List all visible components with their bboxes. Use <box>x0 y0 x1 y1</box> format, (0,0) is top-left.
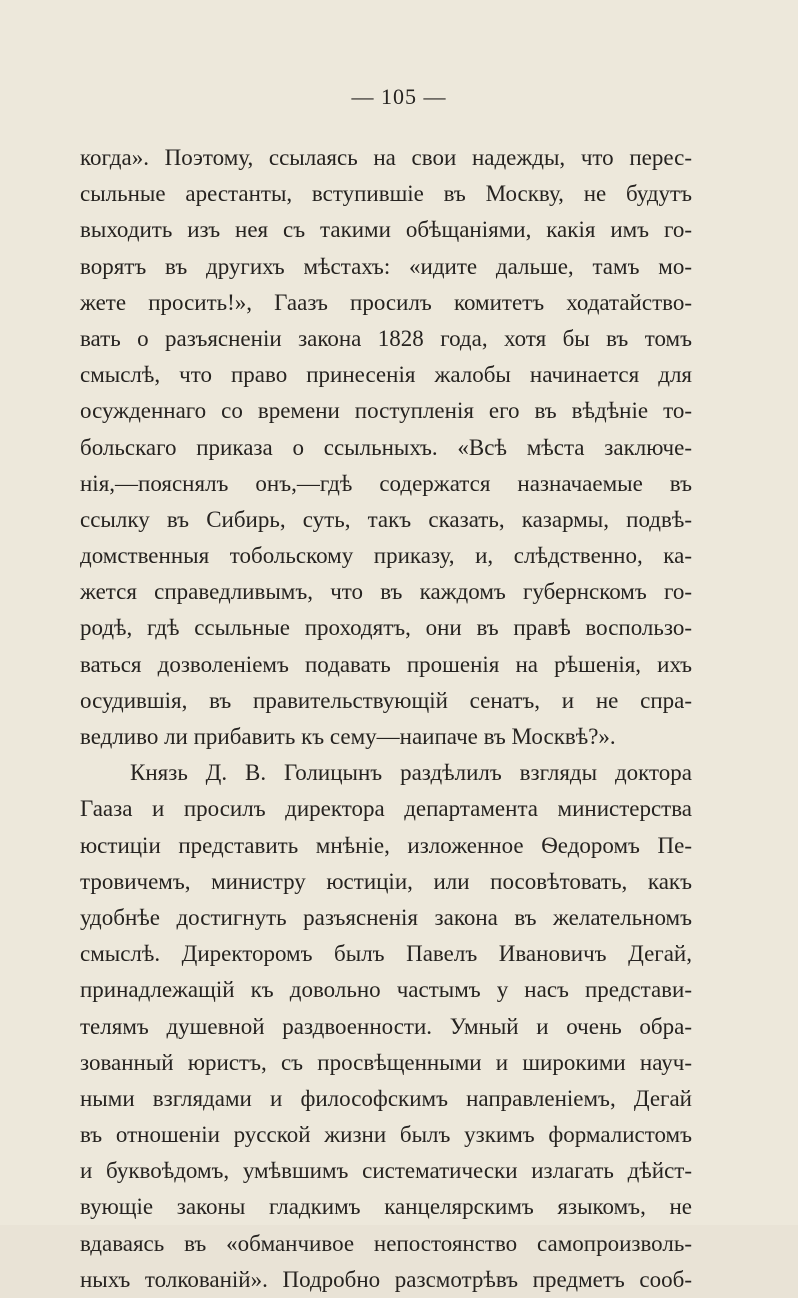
text-line: осужденнаго со времени поступленія его въ вѣдѣніе то- <box>80 398 692 424</box>
page-number: — 105 — <box>351 84 447 109</box>
text-line: жете просить!», Гаазъ просилъ комитетъ ходатайство- <box>80 289 692 315</box>
text-line: телямъ душевной раздвоенности. Умный и очень обра- <box>80 1013 692 1039</box>
text-line: и буквоѣдомъ, умѣвшимъ систематически излагать дѣйст- <box>80 1158 692 1184</box>
body-text <box>80 140 692 1298</box>
text-line: ведливо ли прибавить къ сему—наипаче въ Москвѣ?». <box>80 724 616 749</box>
text-line: родѣ, гдѣ ссыльные проходятъ, они въ правѣ воспользо- <box>80 615 692 641</box>
text-line: въ отношеніи русской жизни былъ узкимъ формалистомъ <box>80 1122 692 1148</box>
text-line: тровичемъ, министру юстиціи, или посовѣтовать, какъ <box>80 868 692 894</box>
text-line: ваться дозволеніемъ подавать прошенія на рѣшенія, ихъ <box>80 651 692 677</box>
text-line: принадлежащій къ довольно частымъ у насъ представи- <box>80 977 692 1003</box>
text-line: жется справедливымъ, что въ каждомъ губернскомъ го- <box>80 579 692 605</box>
text-line: удобнѣе достигнуть разъясненія закона въ желательномъ <box>80 904 692 930</box>
text-line: ворятъ въ другихъ мѣстахъ: «идите дальше, тамъ мо- <box>80 253 692 279</box>
text-line: вать о разъясненіи закона 1828 года, хотя бы въ томъ <box>80 325 692 351</box>
text-line: зованный юристъ, съ просвѣщенными и широкими науч- <box>80 1049 692 1075</box>
text-line: сыльные арестанты, вступившіе въ Москву, не будутъ <box>80 181 692 207</box>
text-line: вдаваясь въ «обманчивое непостоянство самопроизволь- <box>80 1230 692 1256</box>
text-line: Гааза и просилъ директора департамента министерства <box>80 796 692 822</box>
text-line: осудившія, въ правительствующій сенатъ, и не спра- <box>80 687 692 713</box>
text-line: больскаго приказа о ссыльныхъ. «Всѣ мѣста заключе- <box>80 434 692 460</box>
text-line: вующіе законы гладкимъ канцелярскимъ языкомъ, не <box>80 1194 692 1220</box>
text-line: нія,—пояснялъ онъ,—гдѣ содержатся назначаемые въ <box>80 470 692 496</box>
text-line: выходить изъ нея съ такими обѣщаніями, какія имъ го- <box>80 217 692 243</box>
text-line: ныхъ толкованій». Подробно разсмотрѣвъ предметъ сооб- <box>80 1266 692 1292</box>
text-line: смыслѣ. Директоромъ былъ Павелъ Ивановичъ Дегай, <box>80 941 692 967</box>
text-line: юстиціи представить мнѣніе, изложенное Ѳедоромъ Пе- <box>80 832 692 858</box>
text-line: ссылку въ Сибирь, суть, такъ сказать, казармы, подвѣ- <box>80 506 692 532</box>
text-line: смыслѣ, что право принесенія жалобы начинается для <box>80 362 692 388</box>
paragraph-start-line: Князь Д. В. Голицынъ раздѣлилъ взгляды доктора <box>130 760 692 786</box>
text-line: ными взглядами и философскимъ направленіемъ, Дегай <box>80 1085 692 1111</box>
text-line: домственныя тобольскому приказу, и, слѣдственно, ка- <box>80 543 692 569</box>
text-line: когда». Поэтому, ссылаясь на свои надежды, что перес- <box>80 145 692 170</box>
